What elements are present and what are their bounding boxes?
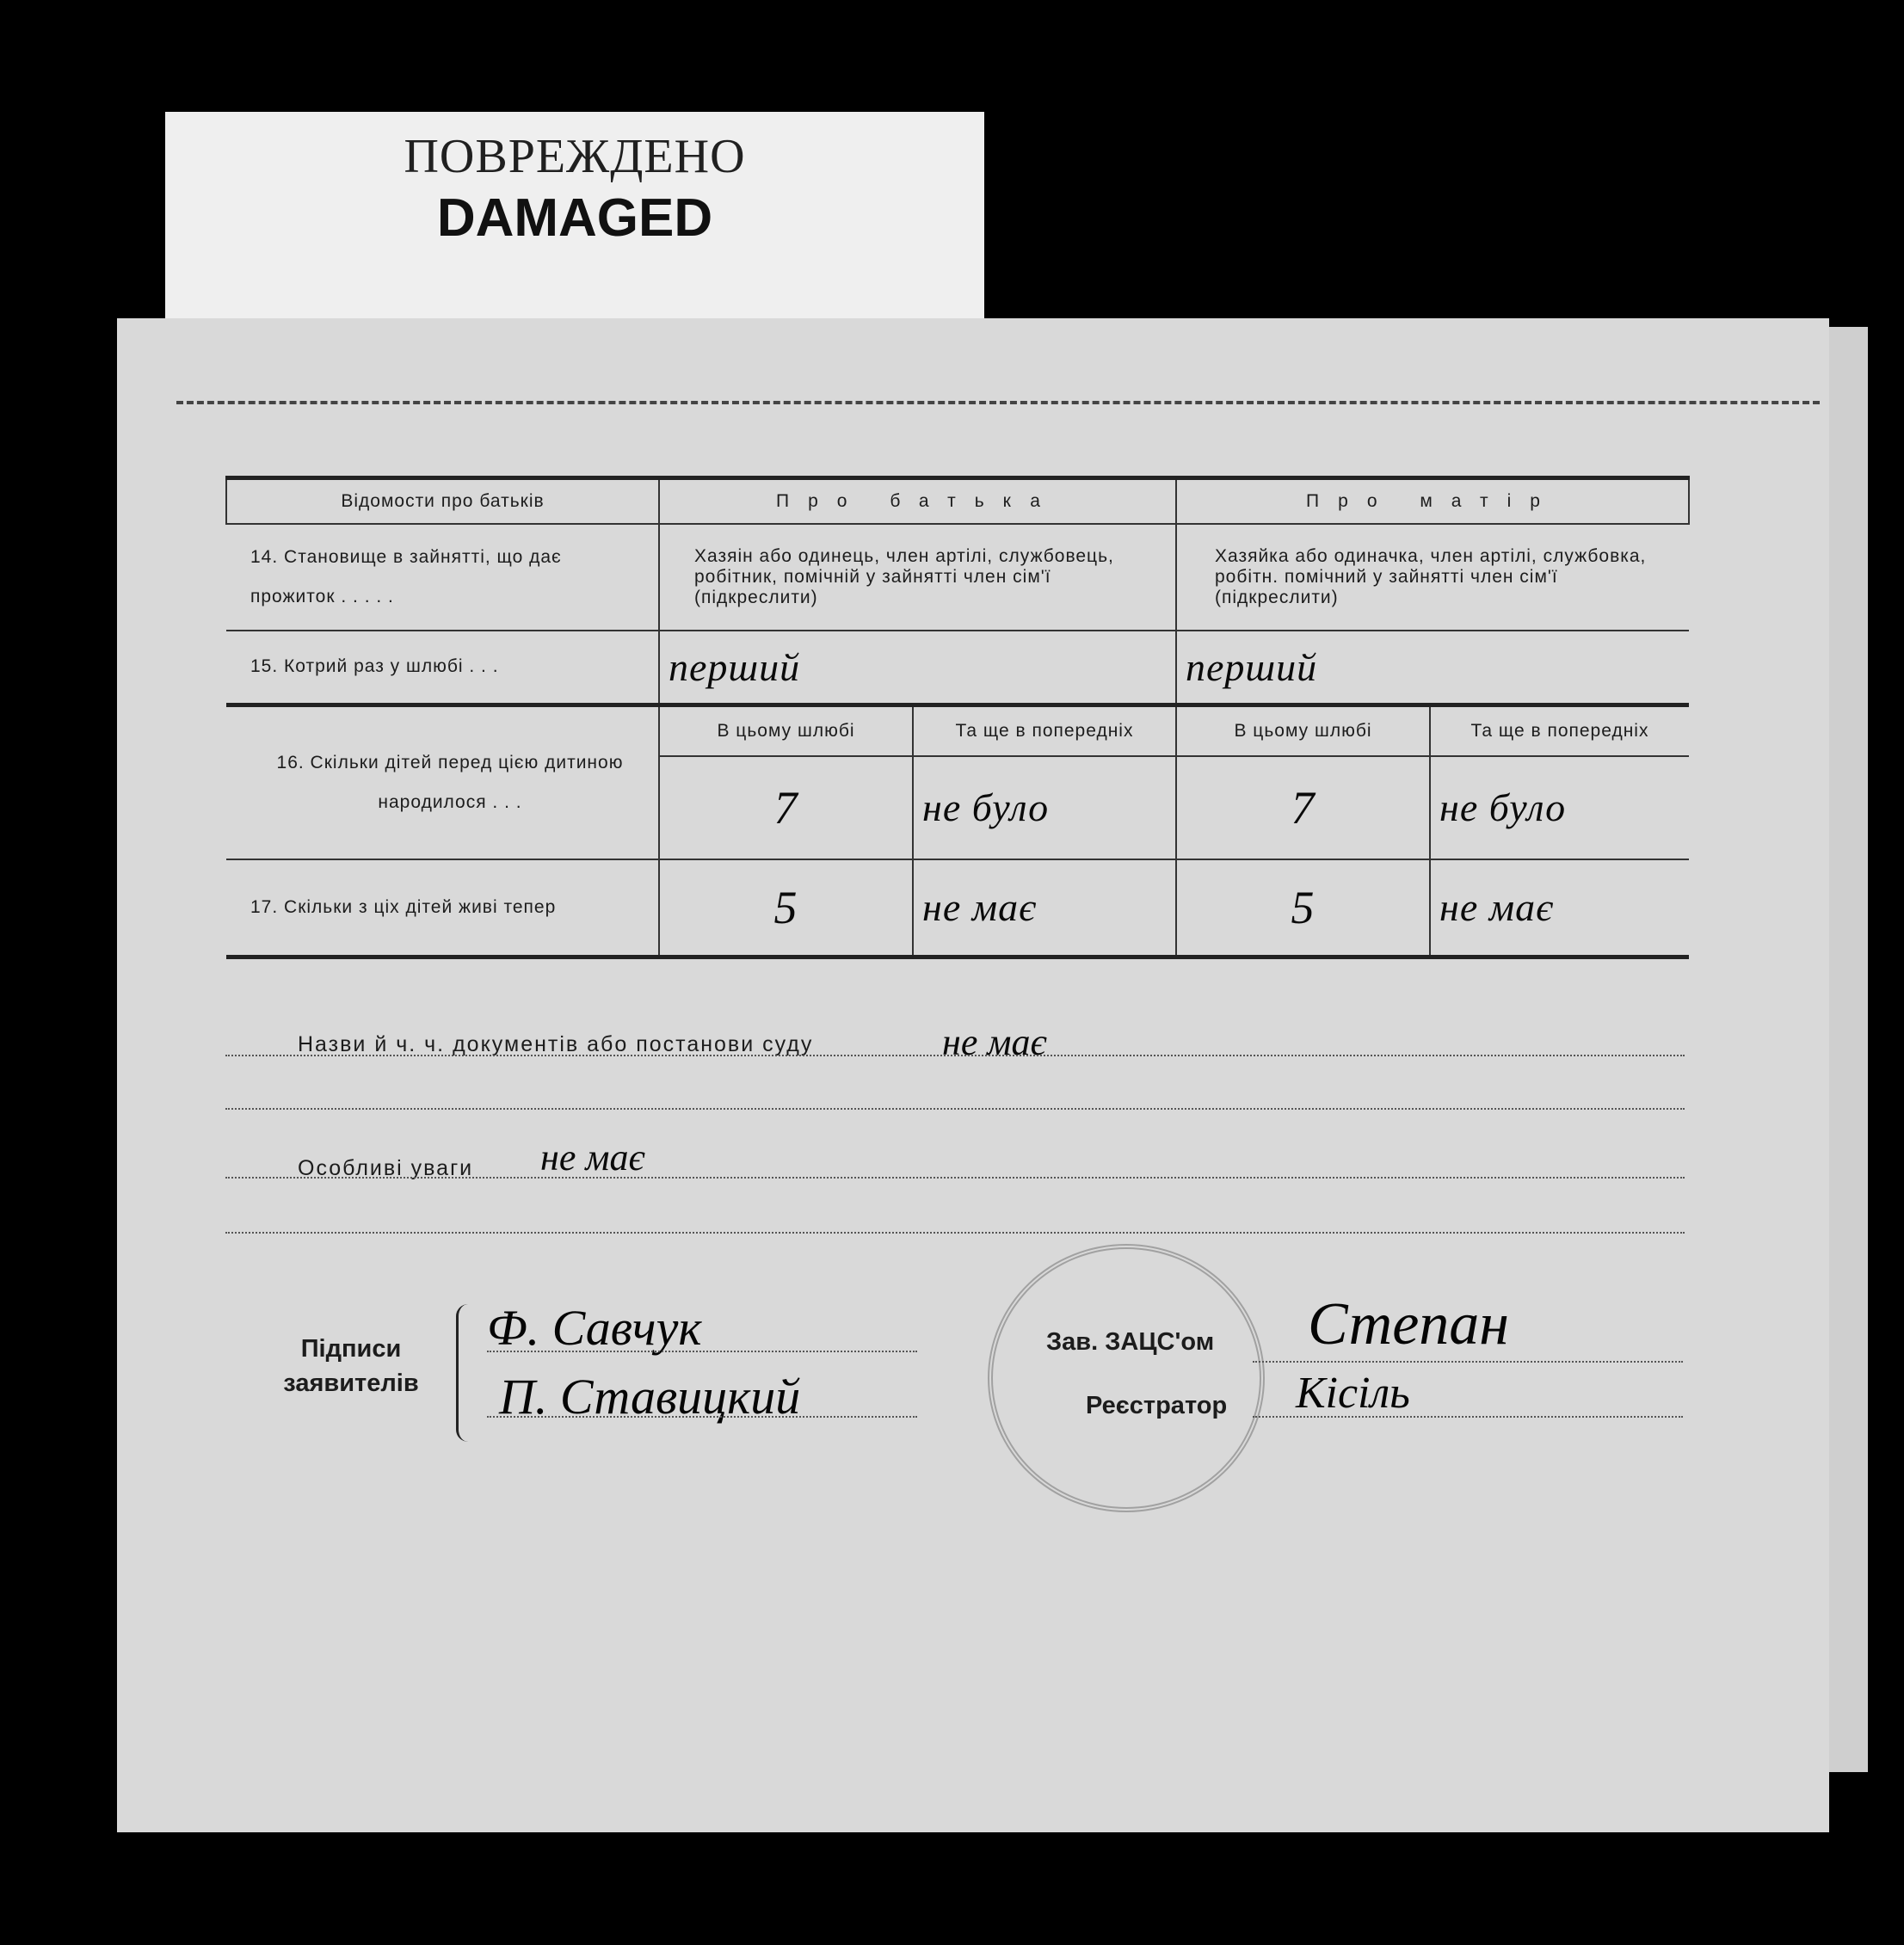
documents-line — [225, 1055, 1685, 1056]
applicant1-line — [487, 1351, 917, 1352]
father-previous-header: Та ще в попередніх — [913, 705, 1176, 756]
table-header-row — [226, 478, 1689, 525]
q17-label: 17. Скільки з ціх дітей живі тепер — [226, 859, 659, 957]
registrar-signature: Кісіль — [1296, 1369, 1410, 1418]
q17-mother-this: 5 — [1176, 859, 1430, 957]
table-row — [226, 859, 1689, 957]
damaged-label — [165, 112, 984, 335]
head-label: Зав. ЗАЦС'ом — [1046, 1328, 1215, 1356]
q14-label: 14. Становище в зайнятті, що дає прожиток . . . . . — [226, 524, 659, 631]
damaged-label-en: DAMAGED — [436, 188, 713, 248]
q16-mother-prev: не було — [1430, 756, 1689, 859]
table-row — [226, 631, 1689, 705]
documents-value: не має — [942, 1021, 1047, 1063]
mother-this-marriage-header: В цьому шлюбі — [1176, 705, 1430, 756]
registrar-line — [1253, 1416, 1683, 1418]
q15-label: 15. Котрий раз у шлюбі . . . — [226, 631, 659, 705]
q17-father-prev: не має — [913, 859, 1176, 957]
father-this-marriage-header: В цьому шлюбі — [659, 705, 913, 756]
documents-label: Назви й ч. ч. документів або постанови суду — [298, 1032, 814, 1056]
head-line — [1253, 1361, 1683, 1363]
q16-father-this: 7 — [659, 756, 913, 859]
q16-label: 16. Скільки дітей перед цією дитиною народилося . . . — [226, 705, 659, 859]
q16-mother-this: 7 — [1176, 756, 1430, 859]
official-stamp — [988, 1244, 1265, 1512]
remarks-value: не має — [540, 1136, 645, 1179]
q15-mother-value: перший — [1176, 631, 1689, 705]
father-header: Про батька — [659, 478, 1176, 525]
parents-info-table — [225, 476, 1690, 959]
q15-father-value: перший — [659, 631, 1176, 705]
q17-mother-prev: не має — [1430, 859, 1689, 957]
applicant1-signature: Ф. Савчук — [487, 1300, 702, 1356]
applicant2-line — [487, 1416, 917, 1418]
col-header: Відомости про батьків — [226, 478, 659, 525]
documents-line-2 — [225, 1108, 1685, 1110]
applicants-label: Підписи заявителів — [283, 1335, 419, 1397]
mother-header: Про матір — [1176, 478, 1689, 525]
table-subheader-row — [226, 705, 1689, 756]
damaged-label-ru: ПОВРЕЖДЕНО — [404, 130, 746, 183]
remarks-line-2 — [225, 1232, 1685, 1234]
q14-father-options: Хазяін або одинець, член артілі, службовець, робітник, помічній у зайнятті член сім'ї (підкреслити) — [659, 524, 1176, 631]
registrar-label: Реєстратор — [1086, 1392, 1228, 1419]
remarks-label: Особливі уваги — [298, 1156, 474, 1180]
mother-previous-header: Та ще в попередніх — [1430, 705, 1689, 756]
applicant2-signature: П. Ставицкий — [499, 1369, 801, 1425]
remarks-line — [225, 1177, 1685, 1179]
perforation-line — [176, 401, 1820, 404]
q17-father-this: 5 — [659, 859, 913, 957]
head-signature: Степан — [1308, 1291, 1510, 1357]
q16-father-prev: не було — [913, 756, 1176, 859]
table-row — [226, 524, 1689, 631]
signature-brace — [456, 1304, 474, 1442]
q14-mother-options: Хазяйка або одиначка, член артілі, службовка, робітн. помічний у зайнятті член сім'ї (підкреслити) — [1176, 524, 1689, 631]
